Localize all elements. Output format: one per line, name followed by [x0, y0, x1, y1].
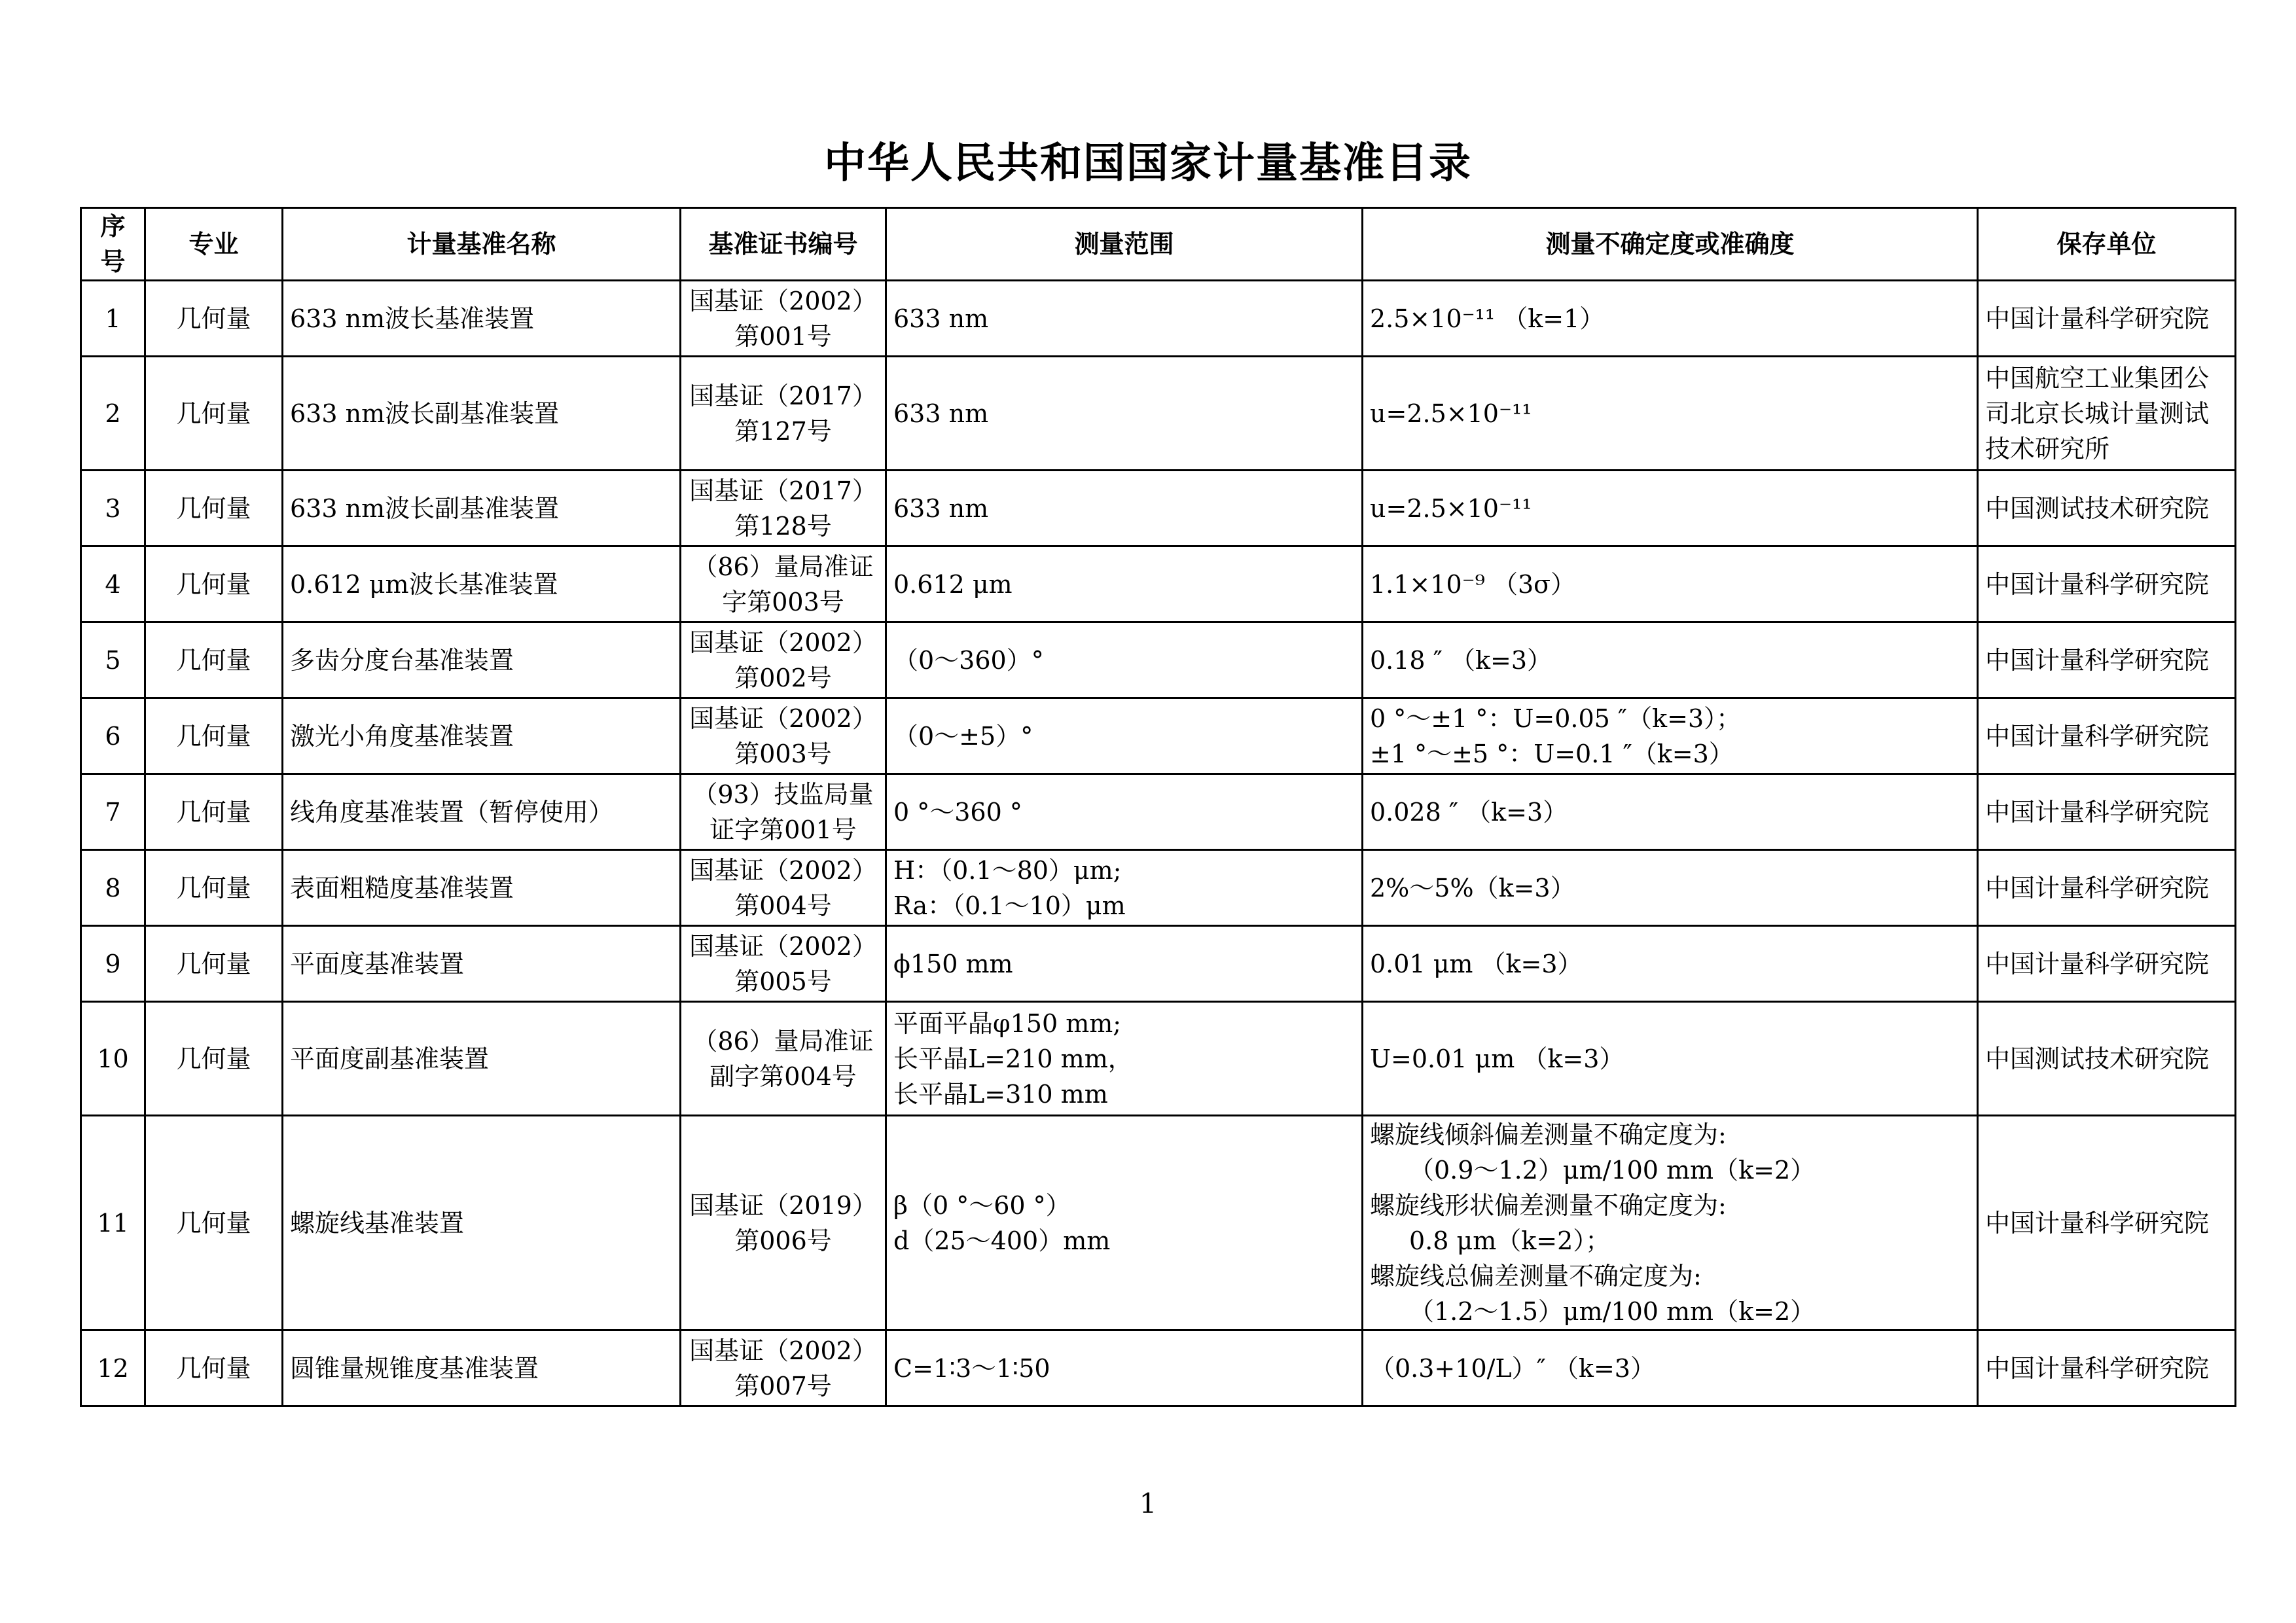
cell-custodian: [1978, 850, 2236, 926]
cell-field: 几何量: [145, 850, 283, 926]
header-standard-name: 计量基准名称: [283, 208, 681, 281]
cell-measurement-range-line: （0～±5）°: [893, 721, 1033, 751]
cell-field: 几何量: [145, 622, 283, 698]
cell-custodian: [1978, 281, 2236, 357]
cell-certificate-number-line: 第128号: [734, 511, 832, 541]
cell-uncertainty-line: 0.01 μm （k=3）: [1370, 949, 1583, 978]
cell-measurement-range-line: H：（0.1～80）μm;: [893, 855, 1122, 885]
cell-standard-name: 633 nm波长副基准装置: [283, 357, 681, 471]
cell-certificate-number: [681, 698, 886, 774]
cell-uncertainty-line: 0 °～±1 °：U=0.05 ″（k=3）；: [1370, 704, 1742, 733]
cell-custodian: [1978, 546, 2236, 622]
cell-custodian: [1978, 774, 2236, 850]
cell-certificate-number-line: 副字第004号: [709, 1061, 857, 1091]
cell-certificate-number-line: 第004号: [734, 891, 832, 920]
cell-certificate-number-line: 第006号: [734, 1226, 832, 1255]
table-row: [81, 622, 2236, 698]
cell-uncertainty-line: u=2.5×10⁻¹¹: [1370, 399, 1532, 428]
cell-index: 12: [81, 1330, 145, 1406]
cell-certificate-number-line: 国基证（2002）: [689, 931, 877, 961]
cell-certificate-number: [681, 926, 886, 1002]
cell-measurement-range: [886, 471, 1363, 546]
cell-custodian-line: 中国测试技术研究院: [1985, 493, 2210, 523]
cell-certificate-number-line: 第005号: [734, 967, 832, 996]
cell-uncertainty: [1363, 471, 1978, 546]
cell-measurement-range: [886, 926, 1363, 1002]
cell-uncertainty-line: u=2.5×10⁻¹¹: [1370, 493, 1532, 523]
cell-uncertainty: [1363, 850, 1978, 926]
cell-index: 4: [81, 546, 145, 622]
table-row: [81, 546, 2236, 622]
table-row: [81, 281, 2236, 357]
cell-uncertainty-line: （0.9～1.2）μm/100 mm（k=2）: [1409, 1155, 1816, 1185]
cell-uncertainty: [1363, 774, 1978, 850]
cell-custodian-line: 中国计量科学研究院: [1985, 721, 2210, 751]
cell-custodian: [1978, 1116, 2236, 1330]
cell-field: 几何量: [145, 546, 283, 622]
header-uncertainty: 测量不确定度或准确度: [1363, 208, 1978, 281]
cell-custodian: [1978, 1330, 2236, 1406]
header-index: 序号: [81, 208, 145, 281]
cell-measurement-range: [886, 850, 1363, 926]
cell-measurement-range-line: d（25～400）mm: [893, 1226, 1111, 1255]
cell-index: 3: [81, 471, 145, 546]
cell-certificate-number-line: （86）量局准证: [692, 1026, 874, 1056]
cell-certificate-number-line: （86）量局准证: [692, 552, 874, 581]
cell-custodian-line: 中国计量科学研究院: [1985, 797, 2210, 827]
cell-index: 6: [81, 698, 145, 774]
cell-uncertainty: [1363, 926, 1978, 1002]
cell-uncertainty: [1363, 281, 1978, 357]
cell-index: 9: [81, 926, 145, 1002]
cell-uncertainty-line: 1.1×10⁻⁹ （3σ）: [1370, 569, 1576, 599]
cell-uncertainty: [1363, 1002, 1978, 1116]
cell-certificate-number: [681, 622, 886, 698]
cell-standard-name: 多齿分度台基准装置: [283, 622, 681, 698]
cell-custodian-line: 中国计量科学研究院: [1985, 873, 2210, 902]
cell-uncertainty-line: U=0.01 μm （k=3）: [1370, 1044, 1624, 1073]
header-certificate-number: 基准证书编号: [681, 208, 886, 281]
cell-custodian: [1978, 698, 2236, 774]
cell-standard-name: 表面粗糙度基准装置: [283, 850, 681, 926]
cell-field: 几何量: [145, 357, 283, 471]
cell-uncertainty-line: 螺旋线总偏差测量不确定度为:: [1370, 1261, 1702, 1291]
cell-measurement-range-line: 633 nm: [893, 399, 989, 428]
cell-field: 几何量: [145, 1330, 283, 1406]
cell-certificate-number: [681, 1330, 886, 1406]
cell-measurement-range: [886, 622, 1363, 698]
cell-certificate-number-line: 第007号: [734, 1371, 832, 1400]
cell-standard-name: 螺旋线基准装置: [283, 1116, 681, 1330]
cell-uncertainty-line: 2%～5%（k=3）: [1370, 873, 1575, 902]
cell-measurement-range-line: 长平晶L=310 mm: [893, 1079, 1108, 1109]
cell-measurement-range-line: 633 nm: [893, 493, 989, 523]
cell-certificate-number-line: （93）技监局量: [692, 779, 874, 809]
cell-certificate-number-line: 国基证（2017）: [689, 381, 877, 410]
cell-custodian: [1978, 926, 2236, 1002]
cell-uncertainty-line: 0.18 ″ （k=3）: [1370, 645, 1552, 675]
page-number: 1: [1139, 1488, 1157, 1520]
cell-field: 几何量: [145, 698, 283, 774]
table-body: [81, 281, 2236, 1406]
cell-certificate-number: [681, 546, 886, 622]
cell-custodian-line: 中国计量科学研究院: [1985, 1208, 2210, 1238]
cell-certificate-number: [681, 850, 886, 926]
cell-field: 几何量: [145, 281, 283, 357]
cell-index: 10: [81, 1002, 145, 1116]
header-field: 专业: [145, 208, 283, 281]
cell-measurement-range: [886, 774, 1363, 850]
cell-custodian-line: 中国测试技术研究院: [1985, 1044, 2210, 1073]
cell-measurement-range-line: 平面平晶φ150 mm;: [893, 1008, 1122, 1038]
table-row: [81, 926, 2236, 1002]
cell-measurement-range-line: 0.612 μm: [893, 569, 1013, 599]
cell-certificate-number-line: 第001号: [734, 321, 832, 351]
cell-uncertainty-line: 螺旋线形状偏差测量不确定度为:: [1370, 1190, 1727, 1220]
cell-measurement-range: [886, 281, 1363, 357]
cell-measurement-range: [886, 546, 1363, 622]
cell-certificate-number-line: 证字第001号: [709, 815, 857, 844]
cell-certificate-number-line: 国基证（2002）: [689, 628, 877, 657]
cell-uncertainty-line: （0.3+10/L）″ （k=3）: [1370, 1353, 1655, 1383]
cell-field: 几何量: [145, 774, 283, 850]
cell-measurement-range: [886, 1116, 1363, 1330]
cell-standard-name: 0.612 μm波长基准装置: [283, 546, 681, 622]
table-row: [81, 698, 2236, 774]
cell-certificate-number: [681, 471, 886, 546]
cell-uncertainty: [1363, 546, 1978, 622]
cell-field: 几何量: [145, 1116, 283, 1330]
cell-measurement-range-line: 0 °～360 °: [893, 797, 1022, 827]
cell-certificate-number-line: 国基证（2019）: [689, 1190, 877, 1220]
cell-uncertainty-line: 2.5×10⁻¹¹ （k=1）: [1370, 304, 1605, 333]
cell-custodian: [1978, 1002, 2236, 1116]
cell-measurement-range-line: β（0 °～60 °）: [893, 1190, 1071, 1220]
cell-certificate-number: [681, 774, 886, 850]
table-row: [81, 357, 2236, 471]
cell-index: 2: [81, 357, 145, 471]
cell-standard-name: 线角度基准装置（暂停使用）: [283, 774, 681, 850]
cell-index: 5: [81, 622, 145, 698]
cell-measurement-range-line: （0～360）°: [893, 645, 1044, 675]
cell-certificate-number-line: 第002号: [734, 663, 832, 692]
cell-uncertainty-line: （1.2～1.5）μm/100 mm（k=2）: [1409, 1296, 1816, 1326]
cell-custodian-line: 中国计量科学研究院: [1985, 645, 2210, 675]
cell-standard-name: 633 nm波长副基准装置: [283, 471, 681, 546]
cell-certificate-number: [681, 1002, 886, 1116]
cell-uncertainty-line: ±1 °～±5 °：U=0.1 ″（k=3）: [1370, 739, 1734, 768]
cell-certificate-number-line: 字第003号: [722, 587, 844, 616]
cell-index: 1: [81, 281, 145, 357]
cell-standard-name: 平面度副基准装置: [283, 1002, 681, 1116]
cell-measurement-range-line: C=1∶3～1∶50: [893, 1353, 1050, 1383]
cell-custodian: [1978, 622, 2236, 698]
cell-certificate-number-line: 国基证（2002）: [689, 286, 877, 315]
cell-custodian-line: 中国计量科学研究院: [1985, 569, 2210, 599]
cell-uncertainty: [1363, 622, 1978, 698]
cell-certificate-number-line: 国基证（2017）: [689, 476, 877, 505]
cell-certificate-number-line: 第003号: [734, 739, 832, 768]
page-title: 中华人民共和国国家计量基准目录: [824, 139, 1472, 188]
cell-custodian-line: 中国计量科学研究院: [1985, 304, 2210, 333]
cell-field: 几何量: [145, 926, 283, 1002]
table-row: [81, 850, 2236, 926]
cell-measurement-range-line: Ra：（0.1～10）μm: [893, 891, 1126, 920]
cell-measurement-range-line: 长平晶L=210 mm，: [893, 1044, 1133, 1073]
cell-measurement-range: [886, 1002, 1363, 1116]
cell-custodian-line: 中国航空工业集团公: [1985, 363, 2210, 393]
cell-field: 几何量: [145, 1002, 283, 1116]
cell-index: 11: [81, 1116, 145, 1330]
cell-custodian: [1978, 357, 2236, 471]
cell-certificate-number-line: 国基证（2002）: [689, 855, 877, 885]
table-row: [81, 1002, 2236, 1116]
cell-certificate-number-line: 国基证（2002）: [689, 704, 877, 733]
header-custodian: 保存单位: [1978, 208, 2236, 281]
table-row: [81, 1330, 2236, 1406]
cell-measurement-range: [886, 698, 1363, 774]
table-row: [81, 1116, 2236, 1330]
cell-measurement-range-line: ϕ150 mm: [893, 949, 1013, 978]
cell-certificate-number-line: 国基证（2002）: [689, 1336, 877, 1365]
cell-uncertainty-line: 0.028 ″ （k=3）: [1370, 797, 1568, 827]
cell-custodian-line: 司北京长城计量测试: [1985, 399, 2210, 428]
cell-index: 7: [81, 774, 145, 850]
cell-index: 8: [81, 850, 145, 926]
table-row: [81, 774, 2236, 850]
cell-standard-name: 平面度基准装置: [283, 926, 681, 1002]
cell-uncertainty: [1363, 1330, 1978, 1406]
cell-custodian-line: 中国计量科学研究院: [1985, 1353, 2210, 1383]
cell-uncertainty: [1363, 1116, 1978, 1330]
table-row: [81, 471, 2236, 546]
cell-measurement-range: [886, 357, 1363, 471]
cell-certificate-number: [681, 1116, 886, 1330]
cell-measurement-range: [886, 1330, 1363, 1406]
cell-custodian: [1978, 471, 2236, 546]
cell-custodian-line: 中国计量科学研究院: [1985, 949, 2210, 978]
table-header-row: [81, 208, 2236, 281]
cell-uncertainty-line: 0.8 μm（k=2）；: [1409, 1226, 1611, 1255]
cell-certificate-number: [681, 281, 886, 357]
standards-catalog-table: [80, 207, 2236, 1407]
header-measurement-range: 测量范围: [886, 208, 1363, 281]
cell-measurement-range-line: 633 nm: [893, 304, 989, 333]
cell-certificate-number: [681, 357, 886, 471]
cell-standard-name: 633 nm波长基准装置: [283, 281, 681, 357]
cell-standard-name: 圆锥量规锥度基准装置: [283, 1330, 681, 1406]
cell-standard-name: 激光小角度基准装置: [283, 698, 681, 774]
cell-certificate-number-line: 第127号: [734, 416, 832, 446]
cell-uncertainty-line: 螺旋线倾斜偏差测量不确定度为:: [1370, 1120, 1727, 1149]
cell-uncertainty: [1363, 698, 1978, 774]
cell-uncertainty: [1363, 357, 1978, 471]
cell-custodian-line: 技术研究所: [1985, 434, 2110, 463]
cell-field: 几何量: [145, 471, 283, 546]
